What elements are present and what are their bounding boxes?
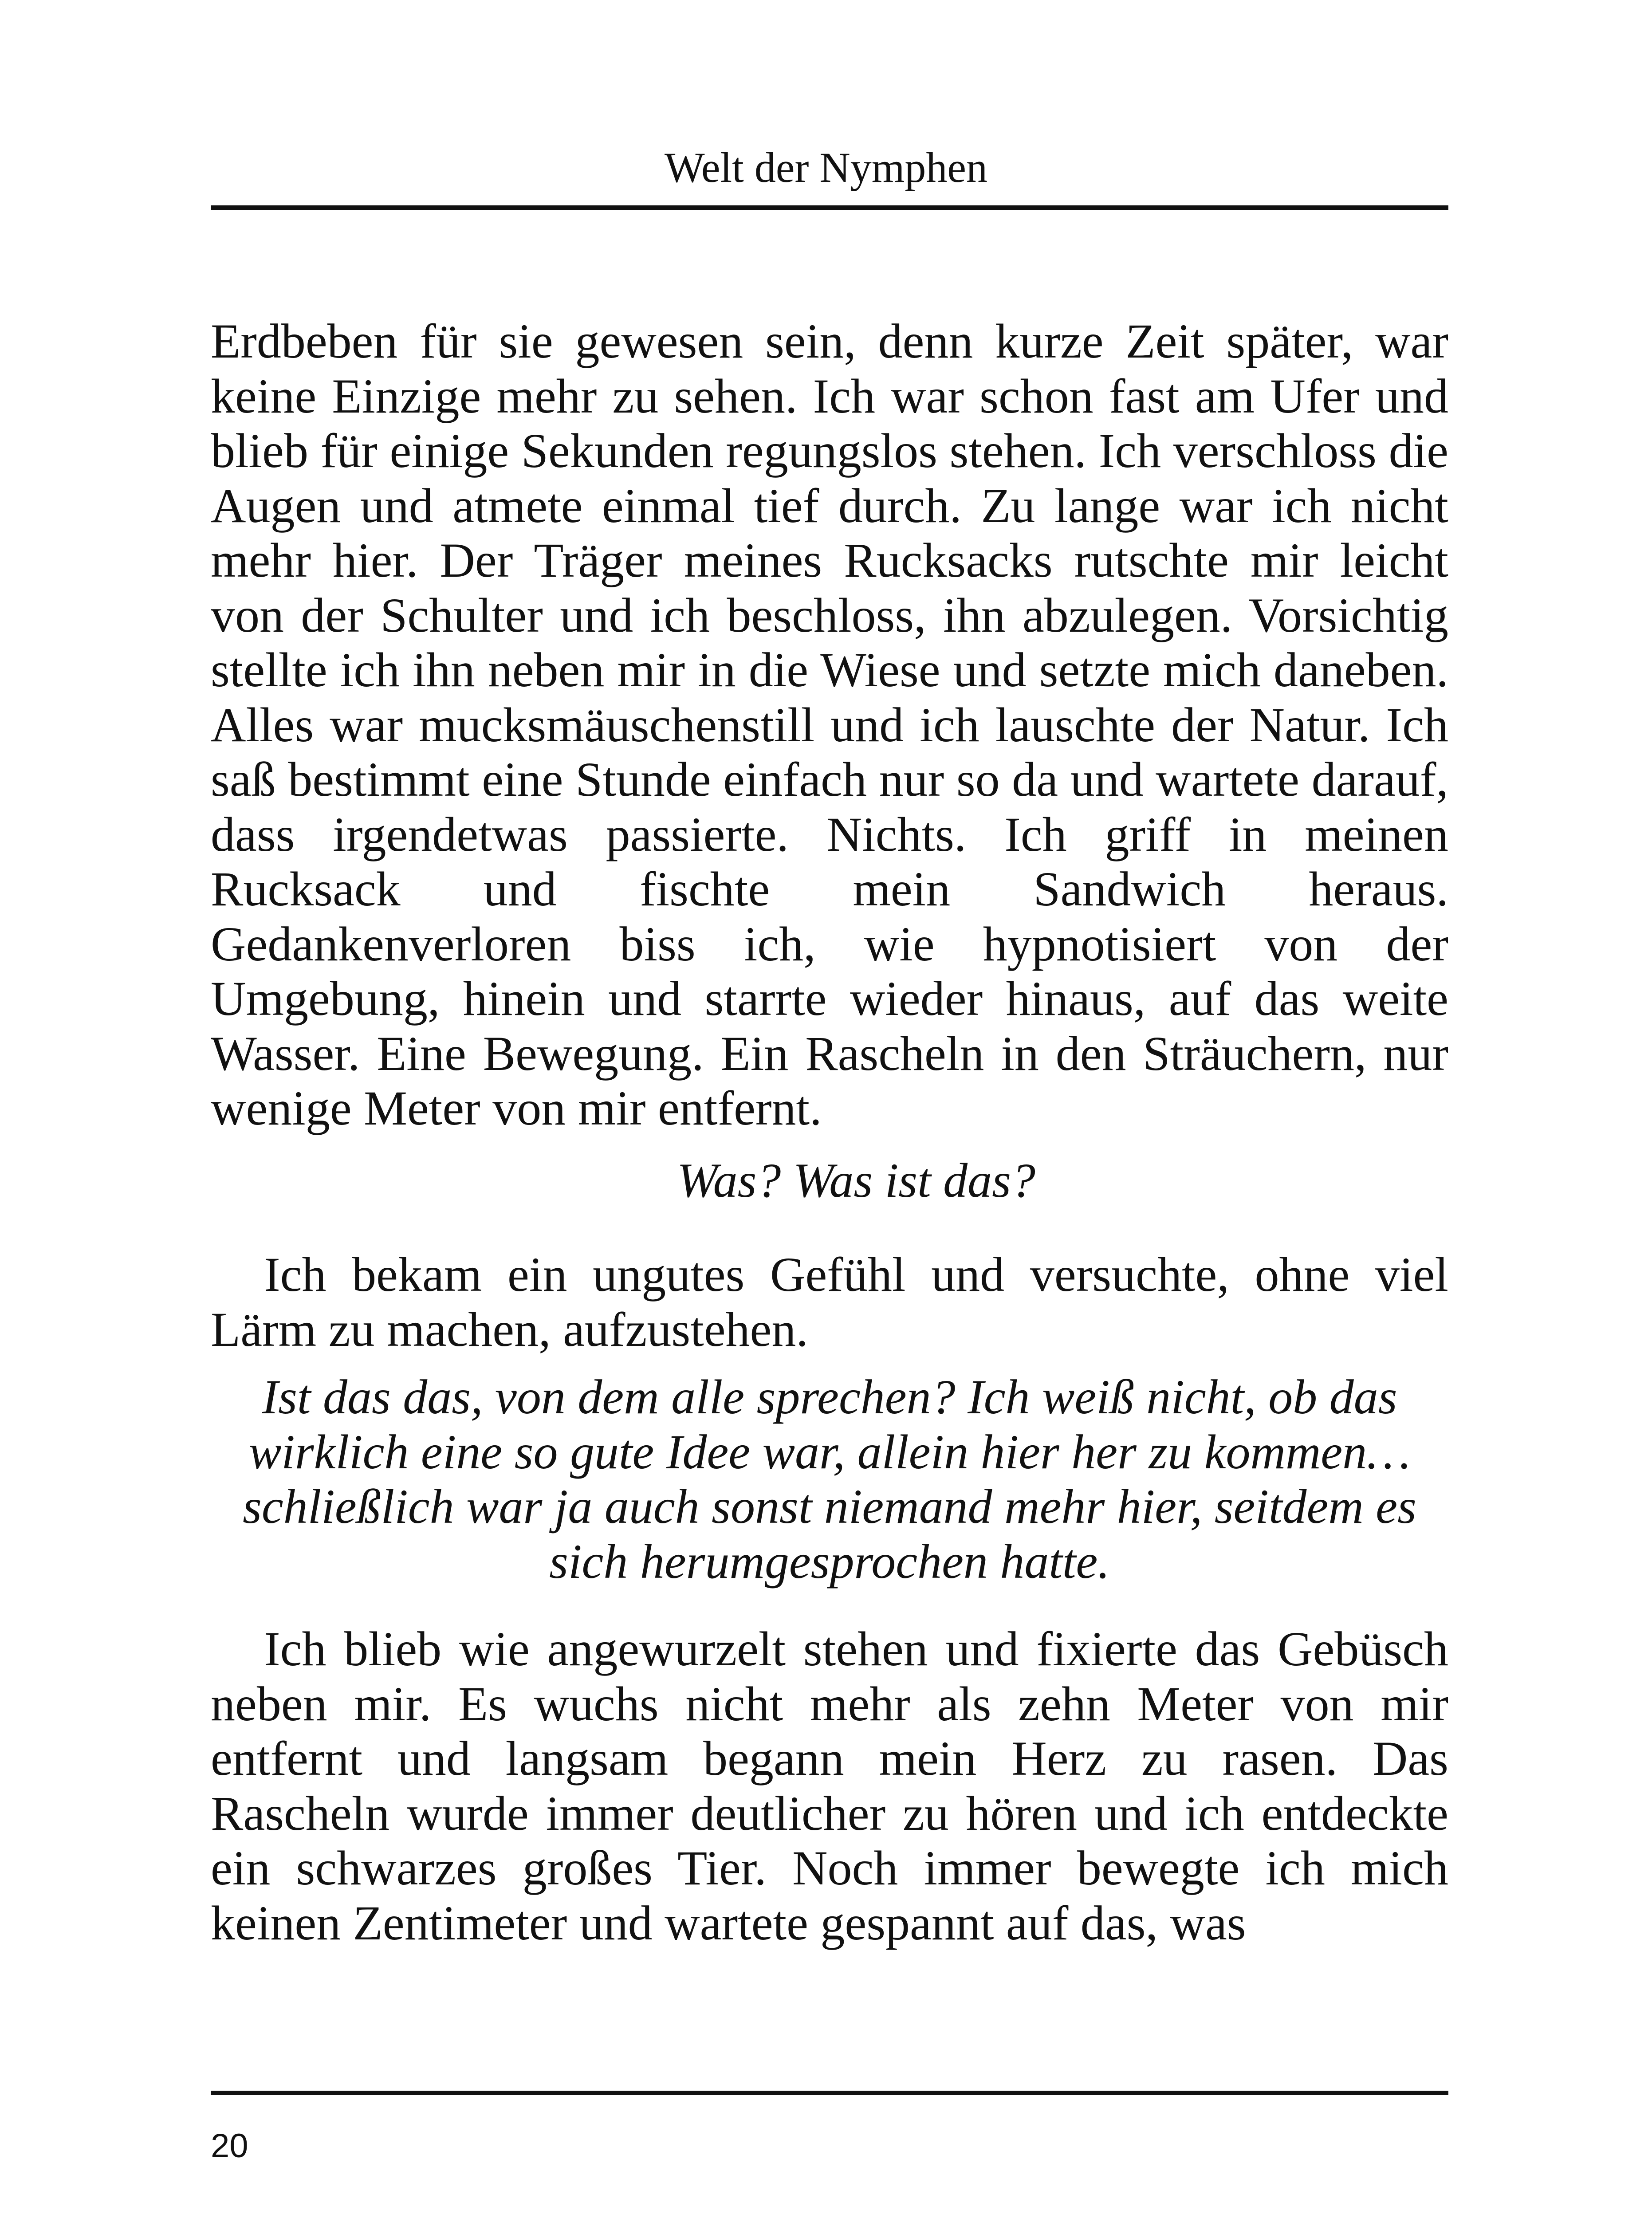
body-paragraph-2 <box>211 1247 1448 1357</box>
paragraph-3-text: Ich blieb wie angewurzelt stehen und fixierte das Gebüsch neben mir. Es wuchs nicht mehr als zehn Meter von mir entfernt und langsam begann mein Herz zu rasen. Das Rascheln wurde immer deutlicher zu hören und ich entdeckte ein schwarzes großes Tier. Noch immer bewegte ich mich keinen Zentimeter und wartete gespannt auf das, was <box>211 1622 1448 1950</box>
body-paragraph-1 <box>211 314 1448 1136</box>
page-number: 20 <box>211 2127 248 2165</box>
body-paragraph-3 <box>211 1622 1448 1951</box>
header-rule <box>211 205 1448 210</box>
running-header-title: Welt der Nymphen <box>664 144 988 191</box>
paragraph-2-text: Ich bekam ein ungutes Gefühl und versuchte, ohne viel Lärm zu machen, aufzustehen. <box>211 1247 1448 1357</box>
inner-thought-2: Ist das das, von dem alle sprechen? Ich weiß nicht, ob das wirklich eine so gute Idee war, allein hier her zu kommen… schließlich war ja auch sonst niemand mehr hier, seitdem es sich herumgesprochen hatte. <box>243 1370 1416 1589</box>
footer-rule <box>211 2091 1448 2095</box>
paragraph-1-text: Erdbeben für sie gewesen sein, denn kurze Zeit später, war keine Einzige mehr zu sehen. Ich war schon fast am Ufer und blieb für einige Sekunden regungslos stehen. Ich verschloss die Augen und atmete einmal tief durch. Zu lange war ich nicht mehr hier. Der Träger meines Rucksacks rutschte mir leicht von der Schulter und ich beschloss, ihn abzulegen. Vorsichtig stellte ich ihn neben mir in die Wiese und setzte mich daneben. Alles war mucksmäuschenstill und ich lauschte der Natur. Ich saß bestimmt eine Stunde einfach nur so da und wartete darauf, dass irgendetwas passierte. Nichts. Ich griff in meinen Rucksack und fischte mein Sandwich heraus. Gedankenverloren biss ich, wie hypnotisiert von der Umgebung, hinein und starrte wieder hinaus, auf das weite Wasser. Eine Bewegung. Ein Rascheln in den Sträuchern, nur wenige Meter von mir entfernt. <box>211 314 1448 1135</box>
inner-thought-1: Was? Was ist das? <box>677 1153 1035 1207</box>
